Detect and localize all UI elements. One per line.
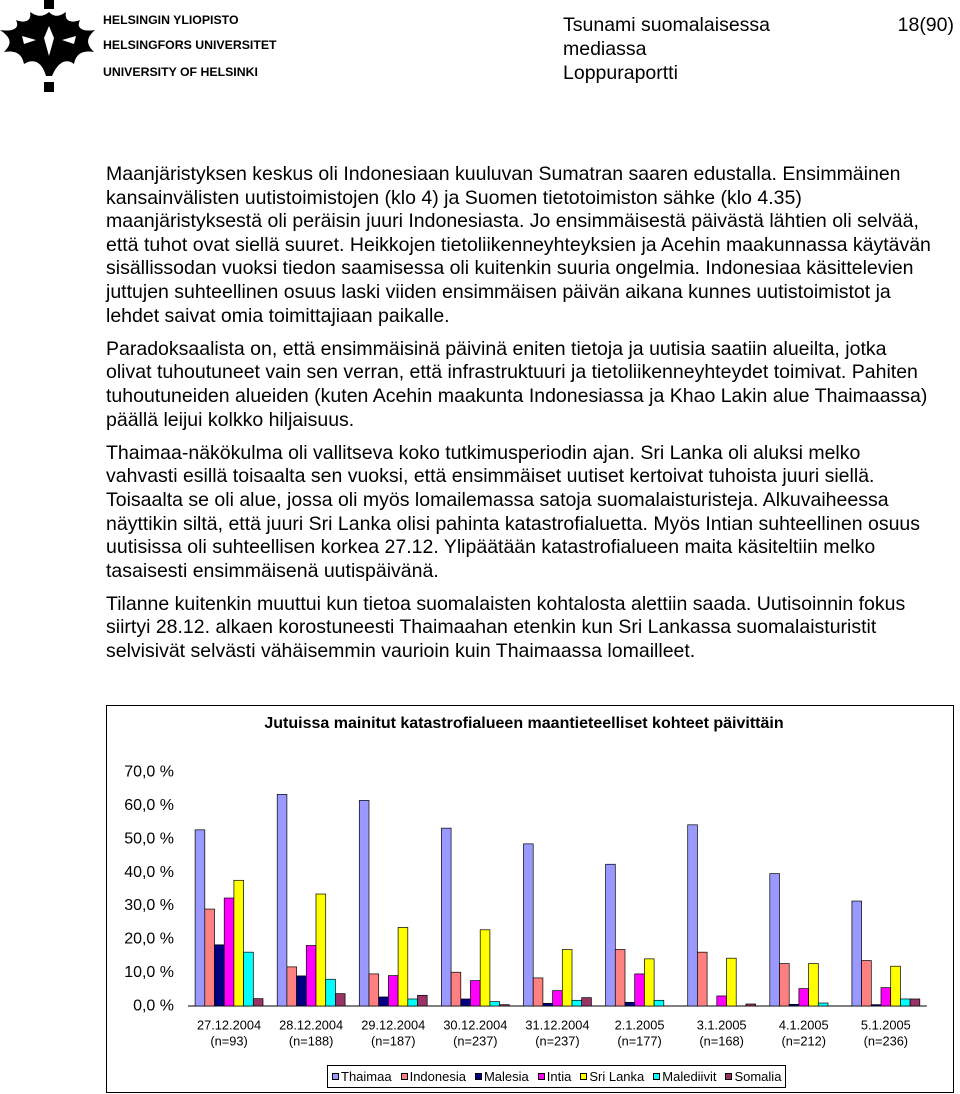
bar (697, 952, 707, 1006)
y-tick-label: 60,0 % (124, 796, 174, 814)
x-tick-label: 5.1.2005 (860, 1017, 911, 1033)
text-line: Toisaalta se oli alue, jossa oli myös lomailemassa satoja suomalaisturisteja. Alkuvaiheessa (106, 488, 889, 511)
legend-swatch (580, 1073, 587, 1080)
text-line: näyttikin siltä, että juuri Sri Lanka olisi pahinta katastrofialuetta. Myös Intian suhteellinen osuus (106, 512, 921, 535)
text-line: Thaimaa-näkökulma oli vallitseva koko tutkimusperiodin ajan. Sri Lanka oli aluksi melko (106, 441, 861, 464)
legend-label: Malediivit (662, 1069, 717, 1084)
y-tick-label: 30,0 % (124, 897, 174, 915)
y-tick-label: 0,0 % (133, 997, 174, 1015)
text-line: Maanjäristyksen keskus oli Indonesiaan kuuluvan Sumatran saaren edustalla. Ensimmäinen (106, 163, 901, 185)
bar (606, 864, 616, 1006)
paragraph (106, 338, 931, 432)
bar (543, 1003, 553, 1006)
legend-swatch (653, 1073, 660, 1080)
bar (852, 901, 862, 1006)
bar (644, 959, 654, 1006)
text-line: kansainvälisten uutistoimistojen (klo 4) ja Suomen tietotoimiston sähke (klo 4.35) (106, 186, 802, 209)
legend-item (653, 1069, 716, 1084)
bar (562, 950, 572, 1006)
chart-legend (327, 1065, 786, 1088)
bar (746, 1004, 756, 1006)
document-title-line: Tsunami suomalaisessa (563, 14, 771, 36)
text-line: juttujen suhteellinen osuus laski viiden ensimmäisen päivän aikana kunnes uutistoimistot ja (106, 280, 891, 303)
legend-swatch (401, 1073, 408, 1080)
text-line: vahvasti esillä toisaalta sen vuoksi, että ensimmäiset uutiset kertoivat tuhoista juuri siellä. (106, 465, 875, 488)
bar-chart (106, 705, 954, 1093)
x-tick-label: 28.12.2004 (279, 1017, 344, 1033)
x-tick-sublabel: (n=236) (863, 1033, 909, 1049)
bar (441, 828, 451, 1006)
bar (871, 1005, 881, 1006)
x-tick-sublabel: (n=177) (617, 1033, 662, 1049)
bar (335, 994, 345, 1006)
bar (461, 999, 471, 1006)
legend-item (725, 1069, 781, 1084)
legend-label: Indonesia (409, 1069, 466, 1084)
bar (277, 794, 287, 1006)
legend-item (475, 1069, 529, 1084)
bar (533, 978, 543, 1006)
x-tick-sublabel: (n=237) (453, 1033, 498, 1049)
bar (789, 1004, 799, 1006)
bar (862, 961, 872, 1006)
bar (359, 800, 369, 1006)
x-tick-sublabel: (n=93) (210, 1033, 248, 1049)
bar (572, 1000, 582, 1006)
bar (253, 999, 263, 1006)
bar (418, 995, 428, 1006)
bar (306, 945, 316, 1006)
bar (625, 1002, 635, 1006)
legend-item (401, 1069, 466, 1084)
x-tick-label: 3.1.2005 (696, 1017, 747, 1033)
bar (471, 981, 481, 1006)
bar (524, 844, 534, 1006)
x-tick-label: 4.1.2005 (778, 1017, 829, 1033)
bar (234, 880, 244, 1006)
y-tick-label: 10,0 % (124, 964, 174, 982)
text-line: Paradoksaalista on, että ensimmäisinä päivinä eniten tietoja ja uutisia saatiin alueilta, jotka (106, 337, 887, 360)
bar (900, 999, 910, 1006)
university-name-fi: HELSINGIN YLIOPISTO (103, 13, 239, 27)
text-line: että tuhot ovat siellä suuret. Heikkojen tietoliikenneyhteyksien ja Acehin maakunnassa käytävän (106, 233, 931, 256)
legend-swatch (332, 1073, 339, 1080)
legend-item (332, 1069, 392, 1084)
bar (408, 999, 418, 1006)
bar (615, 950, 625, 1006)
text-line: uutisissa oli suhteellisen korkea 27.12. Ylipäätään katastrofialueen maita käsiteltiin melko (106, 536, 876, 559)
text-line: tuhoutuneiden alueiden (kuten Acehin maakunta Indonesiassa ja Khao Lakin alue Thaimaassa) (106, 384, 928, 407)
y-tick-label: 70,0 % (124, 763, 174, 781)
legend-swatch (475, 1073, 482, 1080)
legend-swatch (538, 1073, 545, 1080)
bar (287, 967, 297, 1006)
x-tick-sublabel: (n=212) (781, 1033, 826, 1049)
y-tick-label: 50,0 % (124, 830, 174, 848)
bar (688, 825, 698, 1006)
text-line: sisällissodan vuoksi tiedon saamisessa oli kuitenkin suuria ongelmia. Indonesiaa käsittelevien (106, 257, 914, 280)
x-tick-label: 30.12.2004 (443, 1017, 508, 1033)
x-tick-label: 27.12.2004 (197, 1017, 262, 1033)
bar (316, 894, 326, 1006)
bar (369, 974, 379, 1006)
x-tick-sublabel: (n=237) (535, 1033, 580, 1049)
text-line: olivat tuhoutuneet vain sen verran, että infrastruktuuri ja tietoliikenneyhteydet toimivat. Pahiten (106, 361, 918, 384)
bar (500, 1005, 510, 1006)
paragraph (106, 163, 931, 328)
bar (451, 972, 461, 1006)
bar (780, 964, 790, 1006)
y-tick-label: 40,0 % (124, 863, 174, 881)
legend-item (538, 1069, 572, 1084)
bar (388, 976, 398, 1006)
legend-label: Intia (546, 1069, 572, 1084)
text-line: päällä leijui kolkko hiljaisuus. (106, 408, 355, 431)
text-line: lehdet saivat omia toimittajiaan paikalle. (106, 304, 450, 327)
x-tick-label: 2.1.2005 (614, 1017, 665, 1033)
bar (195, 830, 205, 1006)
legend-label: Malesia (483, 1069, 529, 1084)
legend-item (580, 1069, 644, 1084)
bar (717, 996, 727, 1006)
page-number: 18(90) (897, 14, 954, 36)
bar (809, 964, 819, 1006)
chart-plot (107, 706, 953, 1092)
bar (818, 1003, 828, 1006)
bar (881, 988, 891, 1006)
bar (297, 976, 307, 1006)
bar (553, 991, 563, 1006)
bar (727, 958, 737, 1006)
bar (654, 1000, 664, 1006)
bar (770, 874, 780, 1006)
legend-swatch (725, 1073, 732, 1080)
legend-label: Somalia (734, 1069, 782, 1084)
document-title-line: Loppuraportti (563, 62, 678, 84)
bar (215, 945, 225, 1006)
university-logo-icon (0, 0, 96, 92)
bar (205, 909, 215, 1006)
text-line: Tilanne kuitenkin muuttui kun tietoa suomalaisten kohtalosta alettiin saada. Uutisoinnin fokus (106, 592, 906, 615)
document-title (563, 13, 770, 85)
text-line: tasaisesti ensimmäisenä uutispäivänä. (106, 559, 439, 582)
y-tick-label: 20,0 % (124, 930, 174, 948)
university-name-en: UNIVERSITY OF HELSINKI (103, 65, 258, 79)
x-tick-sublabel: (n=187) (371, 1033, 416, 1049)
chart-title: Jutuissa mainitut katastrofialueen maantieteelliset kohteet päivittäin (264, 715, 784, 732)
x-tick-sublabel: (n=168) (699, 1033, 744, 1049)
bar (379, 997, 389, 1006)
paragraph (106, 442, 931, 584)
text-line: selvisivät selvästi vähäisemmin vaurioin kuin Thaimaassa lomailleet. (106, 640, 696, 663)
body-text (106, 163, 931, 673)
university-name-sv: HELSINGFORS UNIVERSITET (103, 38, 277, 52)
bar (480, 930, 490, 1006)
bar (326, 979, 336, 1006)
bar (244, 952, 254, 1006)
bar (910, 999, 920, 1006)
bar (635, 974, 645, 1006)
text-line: siirtyi 28.12. alkaen korostuneesti Thaimaahan etenkin kun Sri Lankassa suomalaisturistit (106, 616, 877, 639)
x-tick-label: 31.12.2004 (525, 1017, 590, 1033)
document-title-line: mediassa (563, 38, 647, 60)
paragraph (106, 593, 931, 664)
x-tick-label: 29.12.2004 (361, 1017, 426, 1033)
bar (582, 998, 592, 1006)
legend-label: Thaimaa (341, 1069, 392, 1084)
bar (224, 898, 234, 1006)
bar (799, 989, 809, 1006)
x-tick-sublabel: (n=188) (288, 1033, 334, 1049)
bar (490, 1002, 500, 1006)
bar (891, 966, 901, 1006)
bar (398, 927, 408, 1006)
text-line: maanjäristyksestä oli peräisin juuri Indonesiasta. Jo ensimmäisestä päivästä lähtien oli selvää, (106, 210, 919, 233)
legend-label: Sri Lanka (589, 1069, 645, 1084)
